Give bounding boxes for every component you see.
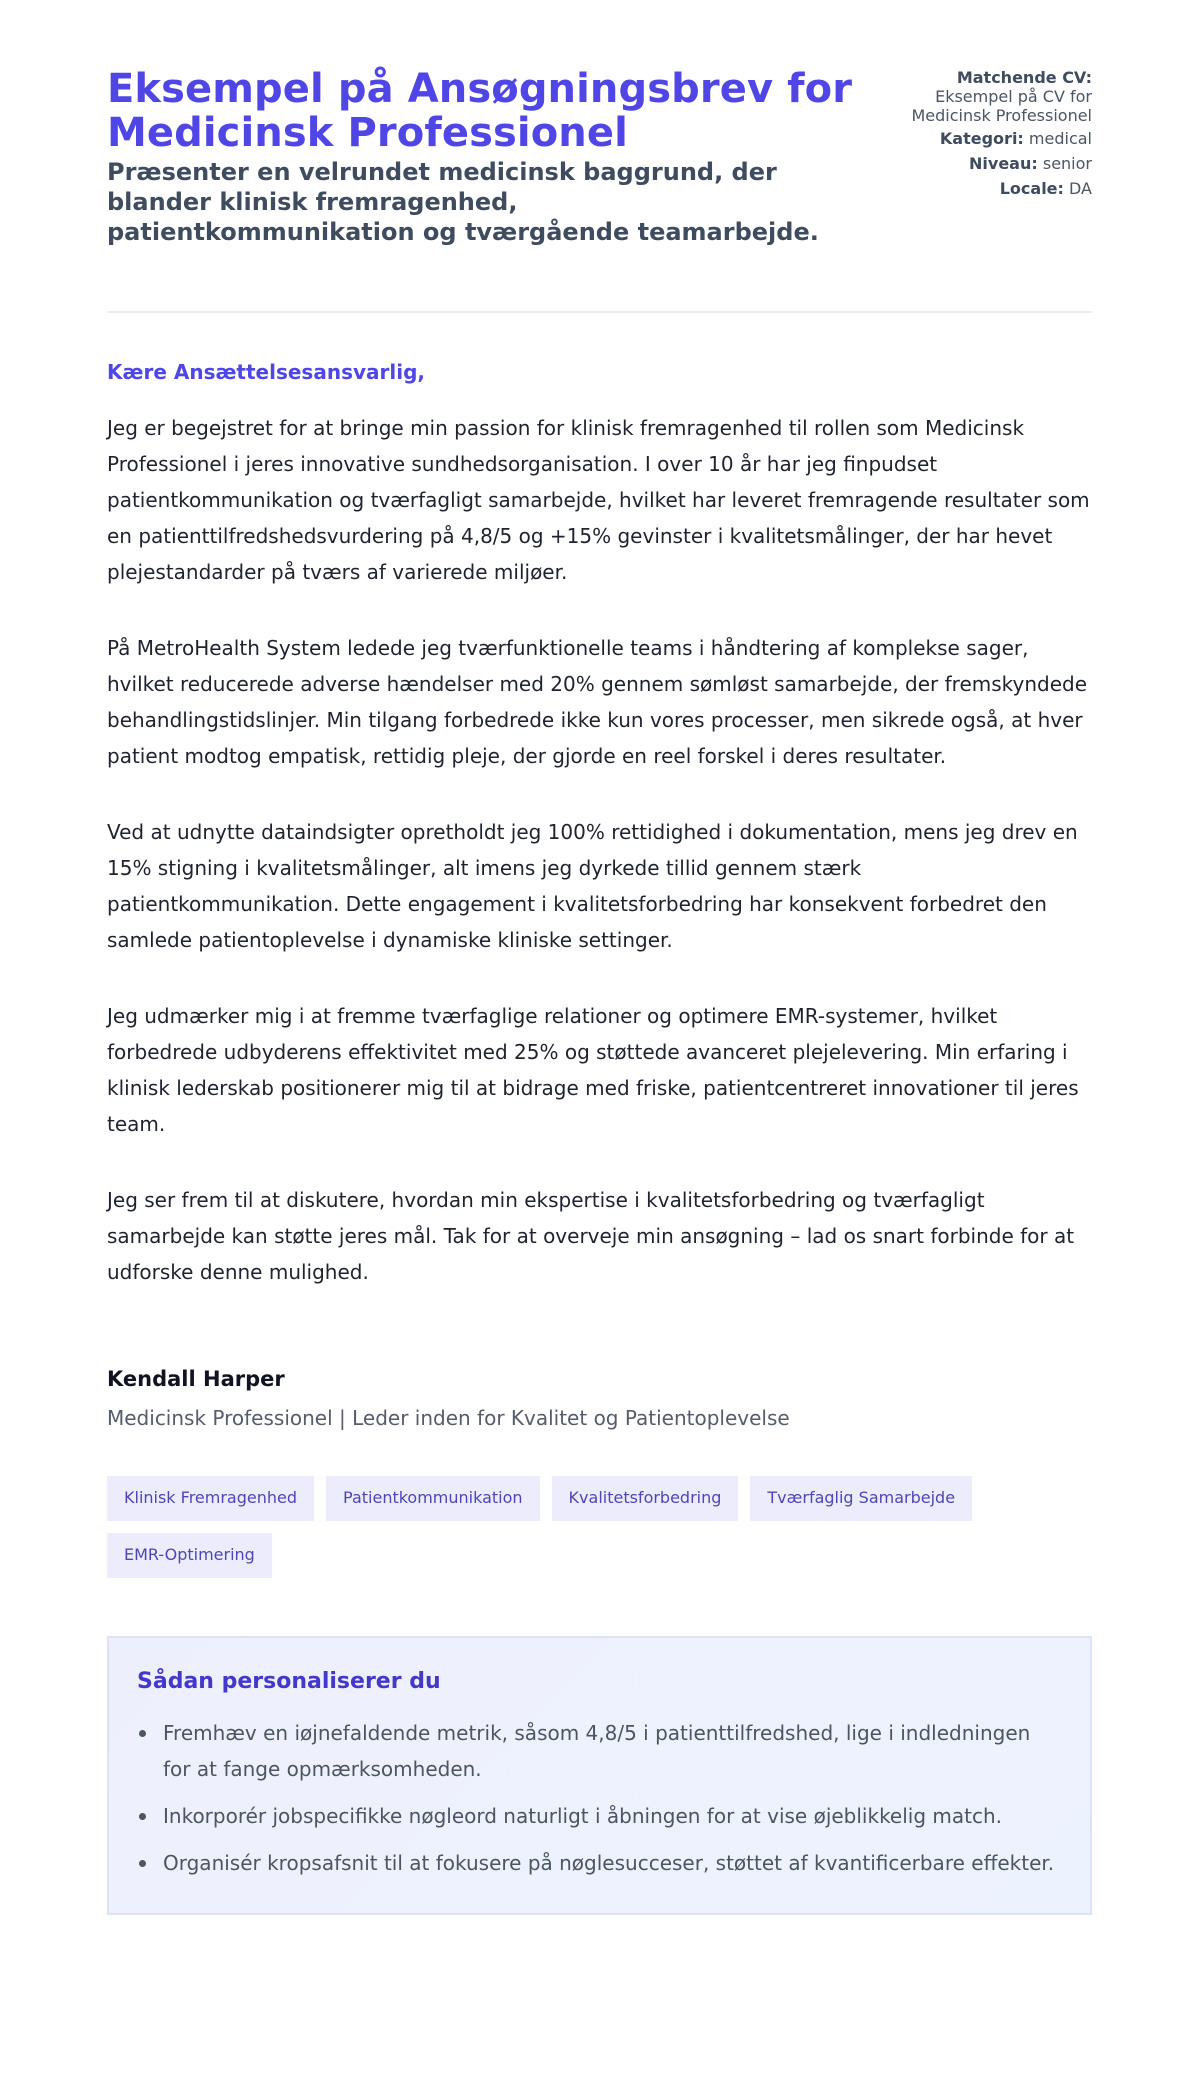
meta-level xyxy=(872,154,1092,173)
cover-letter-page xyxy=(107,0,1092,1915)
letter-paragraph: Jeg ser frem til at diskutere, hvordan min ekspertise i kvalitetsforbedring og tværfagligt samarbejde kan støtte jeres mål. Tak for at overveje min ansøgning – lad os snart forbinde for at udforske denne mulighed. xyxy=(107,1188,1075,1284)
letter-paragraph: Ved at udnytte dataindsigter opretholdt jeg 100% rettidighed i dokumentation, mens jeg drev en 15% stigning i kvalitetsmålinger, alt imens jeg dyrkede tillid gennem stærk patientkommunikation. Dette engagement i kvalitetsforbedring har konsekvent forbedret den samlede patientoplevelse i dynamiske kliniske settinger. xyxy=(107,820,1078,952)
meta-level-label: Niveau: xyxy=(969,154,1038,173)
meta-matching-cv xyxy=(872,68,1092,125)
meta-category-value: medical xyxy=(1028,129,1092,148)
letter-greeting: Kære Ansættelsesansvarlig, xyxy=(107,360,425,384)
bullet-icon xyxy=(139,1813,146,1820)
meta-matching-cv-value: Eksempel på CV for Medicinsk Professionel xyxy=(911,87,1092,125)
tips-title: Sådan personaliserer du xyxy=(137,1669,441,1694)
meta-category xyxy=(872,129,1092,148)
page-subtitle: Præsenter en velrundet medicinsk baggrund, der blander klinisk fremragenhed, patientkommunikation og tværgående teamarbejde. xyxy=(107,158,819,246)
meta-category-label: Kategori: xyxy=(939,129,1024,148)
skill-tags xyxy=(107,1476,1092,1578)
bullet-icon xyxy=(139,1730,146,1737)
letter-body xyxy=(107,360,1092,1290)
header-titles xyxy=(107,67,867,247)
page-header xyxy=(107,0,1092,313)
meta-matching-cv-label: Matchende CV: xyxy=(956,68,1092,87)
page-title: Eksempel på Ansøgningsbrev for Medicinsk Professionel xyxy=(107,66,853,156)
tip-item xyxy=(137,1715,1062,1787)
tip-item xyxy=(137,1798,1062,1834)
tip-text: Organisér kropsafsnit til at fokusere på nøglesucceser, støttet af kvantificerbare effekter. xyxy=(163,1851,1055,1875)
bullet-icon xyxy=(139,1860,146,1867)
letter-paragraph: Jeg er begejstret for at bringe min passion for klinisk fremragenhed til rollen som Medicinsk Professionel i jeres innovative sundhedsorganisation. I over 10 år har jeg finpudset patientkommunikation og tværfagligt samarbejde, hvilket har leveret fremragende resultater som en patienttilfredshedsvurdering på 4,8/5 og +15% gevinster i kvalitetsmålinger, der har hevet plejestandarder på tværs af varierede miljøer. xyxy=(107,416,1090,584)
skill-tag: Kvalitetsforbedring xyxy=(552,1476,739,1521)
signature-name: Kendall Harper xyxy=(107,1367,285,1391)
tips-list xyxy=(137,1715,1062,1881)
skill-tag: Klinisk Fremragenhed xyxy=(107,1476,314,1521)
meta-info xyxy=(872,68,1092,204)
tip-item xyxy=(137,1845,1062,1881)
meta-locale-label: Locale: xyxy=(999,179,1064,198)
signature-role: Medicinsk Professionel | Leder inden for Kvalitet og Patientoplevelse xyxy=(107,1406,790,1430)
tip-text: Inkorporér jobspecifikke nøgleord naturligt i åbningen for at vise øjeblikkelig match. xyxy=(163,1804,1003,1828)
skill-tag: EMR-Optimering xyxy=(107,1533,272,1578)
skill-tag: Tværfaglig Samarbejde xyxy=(750,1476,972,1521)
tip-text: Fremhæv en iøjnefaldende metrik, såsom 4,8/5 i patienttilfredshed, lige i indledningen for at fange opmærksomheden. xyxy=(163,1721,1031,1781)
meta-level-value: senior xyxy=(1042,154,1092,173)
signature-block xyxy=(107,1366,1092,1431)
meta-locale xyxy=(872,179,1092,198)
letter-paragraph: Jeg udmærker mig i at fremme tværfaglige relationer og optimere EMR-systemer, hvilket forbedrede udbyderens effektivitet med 25% og støttede avanceret plejelevering. Min erfaring i klinisk lederskab positionerer mig til at bidrage med friske, patientcentreret innovationer til jeres team. xyxy=(107,1004,1079,1136)
skill-tag: Patientkommunikation xyxy=(326,1476,540,1521)
letter-paragraph: På MetroHealth System ledede jeg tværfunktionelle teams i håndtering af komplekse sager, hvilket reducerede adverse hændelser med 20% gennem sømløst samarbejde, der fremskyndede behandlingstidslinjer. Min tilgang forbedrede ikke kun vores processer, men sikrede også, at hver patient modtog empatisk, rettidig pleje, der gjorde en reel forskel i deres resultater. xyxy=(107,636,1088,768)
meta-locale-value: DA xyxy=(1069,179,1092,198)
personalization-tips xyxy=(107,1636,1092,1915)
